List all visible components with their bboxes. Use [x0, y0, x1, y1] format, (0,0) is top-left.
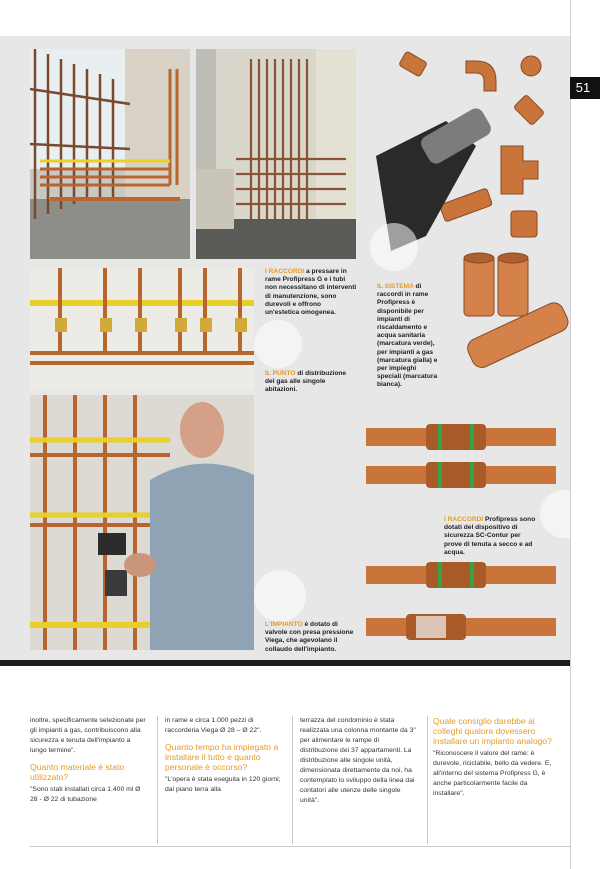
- text-column-3: [300, 716, 418, 806]
- question-heading: Quanto materiale è stato utilizzato?: [30, 762, 125, 782]
- paragraph: "Riconoscere il valore del rame: è durevole, riciclabile, bello da vedere. E, all'interno del sistema Profipress G, è anche particolarmente facile da installare".: [433, 750, 552, 797]
- text-column-1: [30, 716, 148, 805]
- section-divider: [0, 660, 570, 666]
- arrow-right-icon: [254, 320, 302, 368]
- wall-pipes-photo: [196, 49, 356, 259]
- caption-raccordi: [265, 268, 357, 317]
- technician-photo: [30, 395, 254, 650]
- bottom-rule: [30, 846, 570, 847]
- paragraph: in rame e circa 1.000 pezzi di raccorderia Viega Ø 28 – Ø 22".: [165, 717, 262, 734]
- caption-text: di raccordi in rame Profipress è disponibile per impianti di riscaldamento e acqua sanitaria (marcatura verde), per impianti a gas (marcatura gialla) e per impieghi speciali (marcatura bianca).: [377, 283, 438, 389]
- text-column-2: [165, 716, 283, 795]
- arrow-up-icon: [254, 570, 306, 622]
- caption-highlight: L'IMPIANTO: [265, 621, 303, 628]
- paragraph: "Sono stati installati circa 1.400 ml Ø 28 - Ø 22 di tubazione: [30, 786, 141, 803]
- caption-text: Profipress sono dotati del dispositivo di sicurezza SC-Contur per prove di tenuta a secco e ad acqua.: [444, 516, 536, 556]
- caption-raccordi-profipress: [444, 516, 540, 557]
- paragraph: terrazza del condominio è stata realizzata una colonna montante da 3" per alimentare le rampe di distribuzione dei 37 appartamenti. La distribuzione alle singole unità, dimensionata direttamente da noi, ha contemplato lo sviluppo della linea dai contatori alle utenze delle singole unità".: [300, 717, 416, 804]
- arrow-up-icon: [370, 223, 418, 271]
- paragraph: inoltre, specificamente selezionate per gli impianti a gas, contribuiscono alla sicurezza e tenuta dell'impianto a lungo termine".: [30, 717, 146, 754]
- page-edge-strip: [570, 0, 600, 869]
- caption-highlight: IL SISTEMA: [377, 283, 414, 290]
- caption-highlight: I RACCORDI: [265, 268, 305, 275]
- column-divider: [157, 716, 158, 844]
- column-divider: [427, 716, 428, 844]
- question-heading: Quanto tempo ha impiegato a installare il tutto e quanto personale è occorso?: [165, 742, 279, 772]
- caption-punto: [265, 370, 357, 395]
- caption-text: di distribuzione del gas alle singole abitazioni.: [265, 370, 347, 394]
- paragraph: "L'opera è stata eseguita in 120 giorni; dal piano terra alla: [165, 776, 281, 793]
- caption-highlight: I RACCORDI: [444, 516, 484, 523]
- caption-sistema: [377, 283, 439, 390]
- caption-impianto: [265, 621, 357, 654]
- column-divider: [292, 716, 293, 844]
- caption-text: è dotato di valvole con presa pressione Viega, che agevolano il collaudo dell'impianto.: [265, 621, 354, 653]
- page-number: 51: [566, 77, 600, 99]
- question-heading: Quale consiglio darebbe ai colleghi qualora dovessero installare un impianto analogo?: [433, 716, 552, 746]
- text-column-4: [433, 716, 557, 799]
- caption-text: a pressare in rame Profipress G e i tubi non necessitano di interventi di manutenzione, sono durevoli e offrono un'estetica omogenea.: [265, 268, 357, 317]
- balcony-photo: [30, 49, 190, 259]
- distribution-photo: [30, 268, 254, 390]
- caption-highlight: IL PUNTO: [265, 370, 296, 377]
